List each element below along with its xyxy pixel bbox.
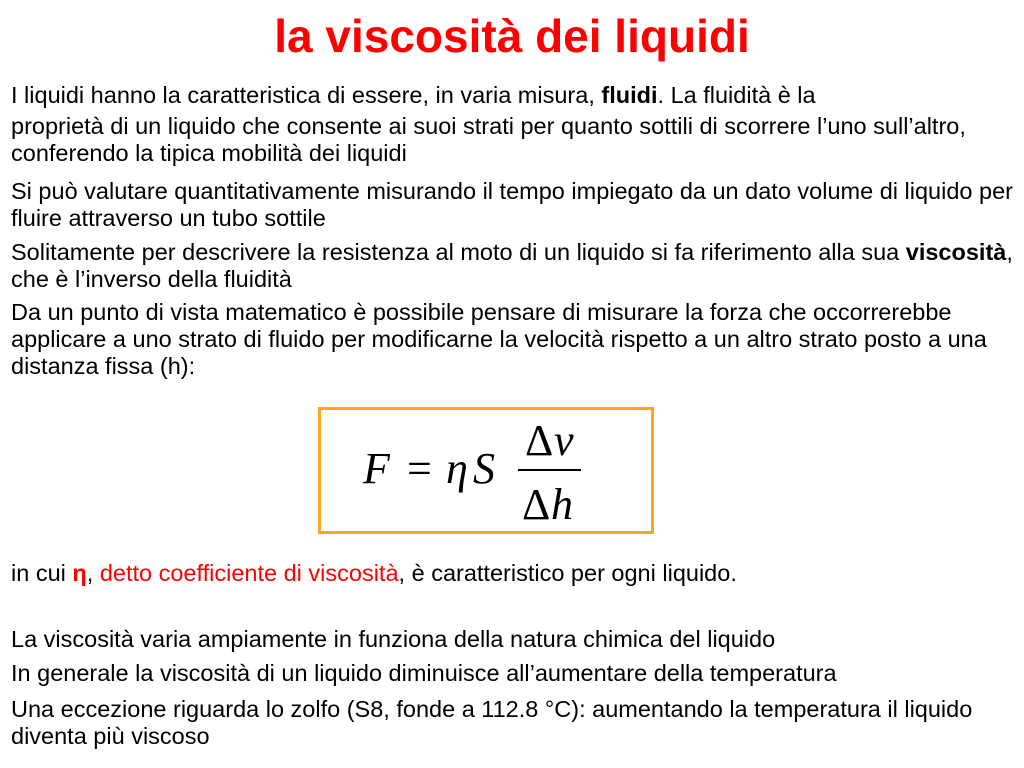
formula-den-delta: Δ: [522, 480, 551, 529]
p1-text-2: . La fluidità è la: [657, 82, 816, 108]
formula-eta: η: [446, 444, 468, 493]
slide-title: la viscosità dei liquidi: [274, 10, 750, 62]
paragraph-coefficient: [11, 560, 1016, 587]
formula-num-delta: Δ: [525, 416, 554, 465]
p1-text-1: I liquidi hanno la caratteristica di essere, in varia misura,: [11, 82, 602, 108]
p5-comma: ,: [86, 560, 100, 586]
p5-eta: η: [72, 560, 87, 586]
paragraph-math-view: Da un punto di vista matematico è possibile pensare di misurare la forza che occorrerebbe applicare a uno strato di fluido per modificarne la velocità rispetto a un altro strato posto a una distanza fissa (h):: [11, 299, 987, 379]
paragraph-measurement: Si può valutare quantitativamente misurando il tempo impiegato da un dato volume di liquido per fluire attraverso un tubo sottile: [11, 178, 1013, 231]
viscosity-formula: [321, 410, 651, 531]
p3-bold-viscosita: viscosità: [905, 239, 1007, 265]
paragraph-fluidity: [11, 82, 1016, 167]
formula-S: S: [473, 444, 495, 493]
paragraph-viscosity-definition: [11, 239, 1016, 293]
formula-den-h: h: [551, 480, 573, 529]
p5-text-1: in cui: [11, 560, 73, 586]
p5-red-text: detto coefficiente di viscosità: [99, 560, 399, 586]
paragraph-chemical-nature: La viscosità varia ampiamente in funziona della natura chimica del liquido: [11, 626, 776, 652]
p1-bold-fluidi: fluidi: [601, 82, 658, 108]
p5-text-2: , è caratteristico per ogni liquido.: [398, 560, 737, 586]
formula-equals: =: [407, 444, 432, 493]
p1-text-3: proprietà di un liquido che consente ai suoi strati per quanto sottili di scorrere l’uno sull’altro, conferendo la tipica mobilità dei liquidi: [11, 113, 966, 166]
p3-text-1: Solitamente per descrivere la resistenza al moto di un liquido si fa riferimento alla sua: [11, 239, 906, 265]
p3-text-2: , che è l’inverso della fluidità: [11, 239, 1013, 292]
paragraph-temperature: In generale la viscosità di un liquido diminuisce all’aumentare della temperatura: [11, 660, 837, 686]
formula-box: [318, 407, 654, 534]
formula-F: F: [363, 444, 390, 493]
paragraph-sulfur-exception: Una eccezione riguarda lo zolfo (S8, fonde a 112.8 °C): aumentando la temperatura il liquido diventa più viscoso: [11, 696, 973, 749]
formula-num-v: v: [554, 416, 574, 465]
